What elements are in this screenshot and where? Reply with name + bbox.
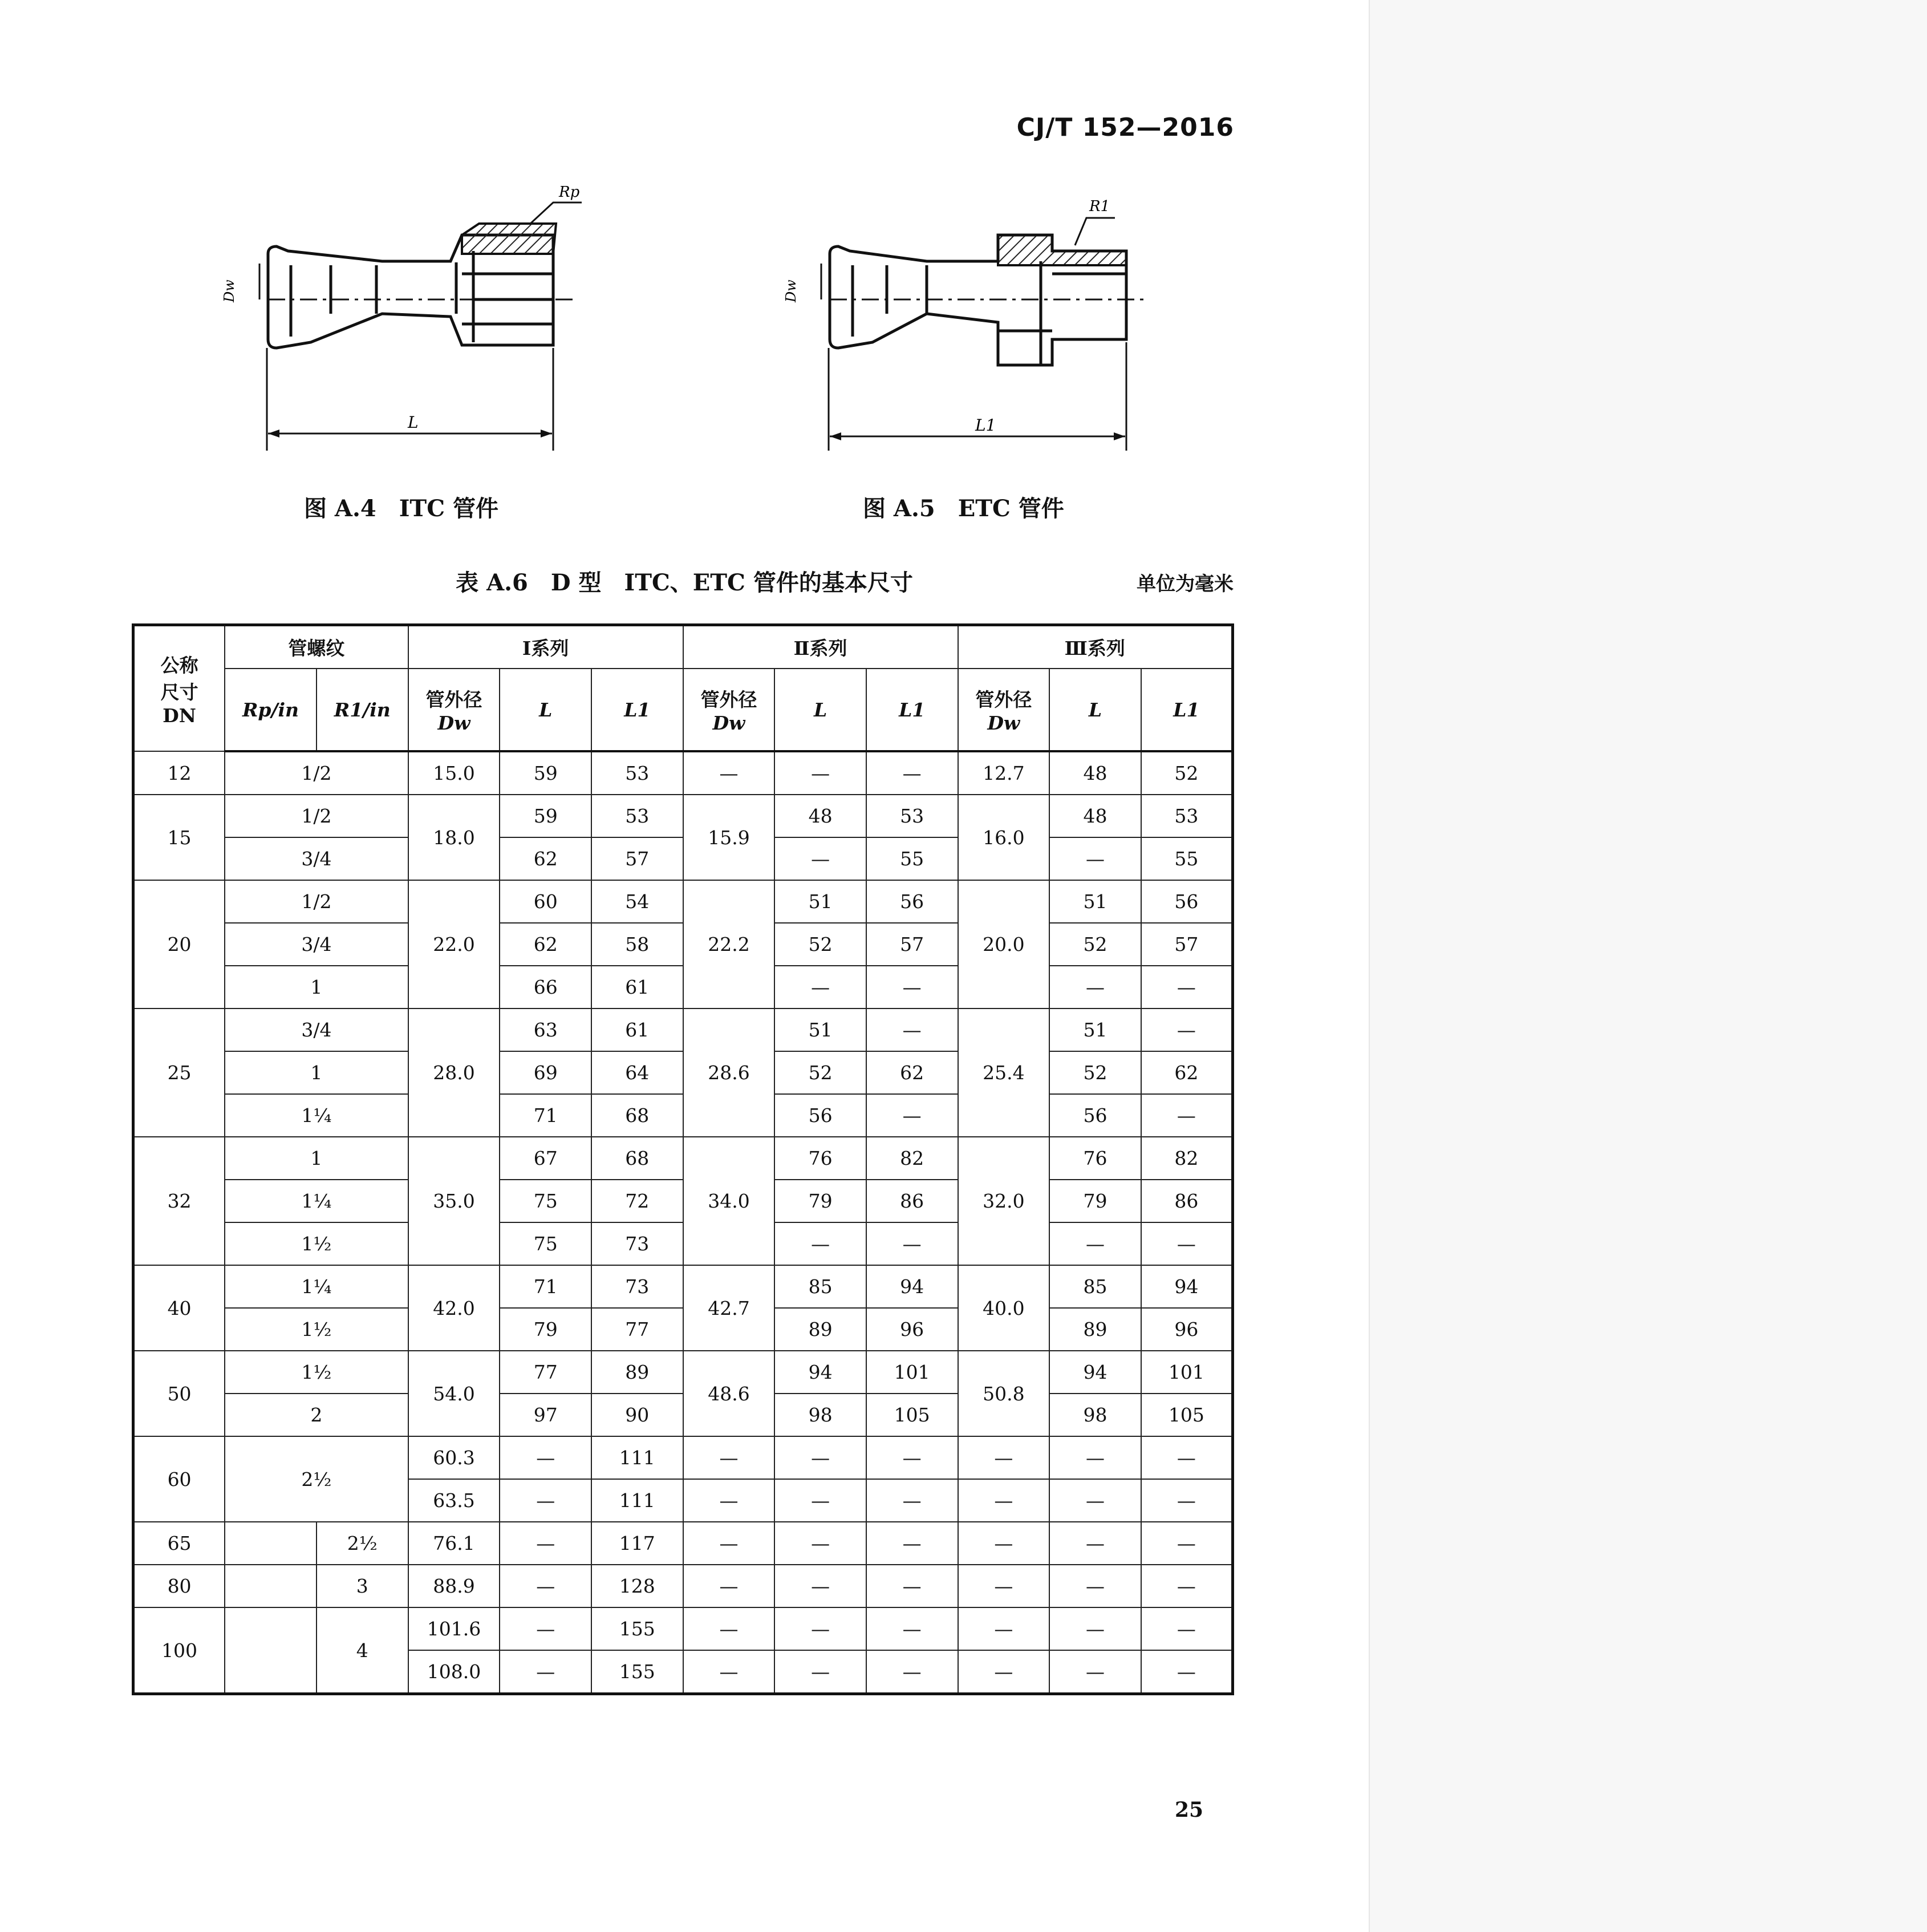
cell-l-s3: — <box>1049 1650 1141 1694</box>
cell-thread: 3/4 <box>225 837 408 880</box>
cell-l-s1: 63 <box>500 1008 591 1051</box>
figure-a5-caption: 图 A.5 ETC 管件 <box>863 495 1064 522</box>
table-row <box>133 751 1233 795</box>
header-l1-s1: L1 <box>591 669 683 751</box>
cell-l-s3: — <box>1049 1222 1141 1265</box>
table-row <box>133 1436 1233 1479</box>
viewer-margin <box>1369 0 1927 1932</box>
cell-l1-s2: — <box>866 1436 958 1479</box>
cell-l-s3: 76 <box>1049 1137 1141 1180</box>
cell-l-s1: — <box>500 1522 591 1565</box>
cell-l1-s1: 72 <box>591 1180 683 1222</box>
cell-r1: 3 <box>317 1565 408 1607</box>
cell-thread: 1 <box>225 1051 408 1094</box>
cell-l1-s1: 128 <box>591 1565 683 1607</box>
table-row <box>133 1222 1233 1265</box>
table-header-row <box>133 625 1233 669</box>
table-row <box>133 1051 1233 1094</box>
cell-l1-s2: — <box>866 751 958 795</box>
cell-thread: 1/2 <box>225 880 408 923</box>
cell-l-s3: 89 <box>1049 1308 1141 1351</box>
cell-l-s2: — <box>774 1607 866 1650</box>
cell-l1-s2: 55 <box>866 837 958 880</box>
cell-thread: 3/4 <box>225 923 408 966</box>
cell-l1-s2: — <box>866 1479 958 1522</box>
cell-l1-s3: 53 <box>1141 795 1233 837</box>
cell-dn: 80 <box>133 1565 225 1607</box>
cell-l1-s3: — <box>1141 1650 1233 1694</box>
cell-l-s3: — <box>1049 1436 1141 1479</box>
header-od-s2-line2: Dw <box>712 712 745 734</box>
cell-dn: 60 <box>133 1436 225 1522</box>
cell-l1-s2: 105 <box>866 1394 958 1436</box>
cell-l-s3: — <box>1049 1479 1141 1522</box>
cell-l1-s1: 73 <box>591 1222 683 1265</box>
header-od-s3-line1: 管外径 <box>975 688 1032 711</box>
cell-l-s3: 51 <box>1049 1008 1141 1051</box>
cell-l-s2: — <box>774 1436 866 1479</box>
cell-l-s2: 89 <box>774 1308 866 1351</box>
cell-l-s2: 85 <box>774 1265 866 1308</box>
cell-l-s3: 48 <box>1049 795 1141 837</box>
header-dn-line1: 公称 <box>160 654 198 677</box>
cell-l1-s1: 68 <box>591 1137 683 1180</box>
cell-thread: 2 <box>225 1394 408 1436</box>
cell-dw-s1: 88.9 <box>408 1565 500 1607</box>
header-thread: 管螺纹 <box>225 625 408 669</box>
table-row <box>133 1308 1233 1351</box>
cell-l1-s1: 90 <box>591 1394 683 1436</box>
cell-l-s3: — <box>1049 966 1141 1008</box>
cell-l-s1: 60 <box>500 880 591 923</box>
cell-l-s1: 75 <box>500 1180 591 1222</box>
table-title: 表 A.6 D 型 ITC、ETC 管件的基本尺寸 <box>456 569 913 596</box>
cell-l1-s3: 82 <box>1141 1137 1233 1180</box>
cell-l-s3: 51 <box>1049 880 1141 923</box>
cell-dn: 40 <box>133 1265 225 1351</box>
figure-a4-caption: 图 A.4 ITC 管件 <box>304 495 498 522</box>
header-od-s2-line1: 管外径 <box>700 688 757 711</box>
cell-l1-s3: 56 <box>1141 880 1233 923</box>
cell-dw-s2: 28.6 <box>683 1008 775 1137</box>
figure-a5-length-label: L1 <box>975 416 996 435</box>
cell-dw-s2: 48.6 <box>683 1351 775 1436</box>
cell-l-s2: 98 <box>774 1394 866 1436</box>
cell-l1-s2: — <box>866 1222 958 1265</box>
cell-l1-s1: 77 <box>591 1308 683 1351</box>
cell-dw-s1: 42.0 <box>408 1265 500 1351</box>
cell-l-s1: 59 <box>500 751 591 795</box>
cell-thread: 1 <box>225 966 408 1008</box>
cell-l1-s2: — <box>866 1094 958 1137</box>
cell-l1-s1: 111 <box>591 1436 683 1479</box>
cell-thread: 1/2 <box>225 795 408 837</box>
cell-l-s1: — <box>500 1650 591 1694</box>
figure-a5-r1-label: R1 <box>1089 198 1110 215</box>
header-l1-s3: L1 <box>1141 669 1233 751</box>
cell-l-s3: 56 <box>1049 1094 1141 1137</box>
header-od-s3-line2: Dw <box>987 712 1020 734</box>
cell-thread: 3/4 <box>225 1008 408 1051</box>
cell-l-s1: 62 <box>500 837 591 880</box>
cell-dw-s3: — <box>958 1479 1050 1522</box>
cell-l-s2: 51 <box>774 880 866 923</box>
cell-dw-s2: — <box>683 1607 775 1650</box>
cell-l-s3: — <box>1049 837 1141 880</box>
cell-l1-s3: 52 <box>1141 751 1233 795</box>
table-row <box>133 1607 1233 1650</box>
table-row <box>133 1137 1233 1180</box>
cell-l1-s2: — <box>866 966 958 1008</box>
table-row <box>133 1351 1233 1394</box>
cell-l1-s1: 53 <box>591 751 683 795</box>
cell-dw-s3: 40.0 <box>958 1265 1050 1351</box>
cell-dw-s3: 20.0 <box>958 880 1050 1008</box>
header-dn-line3: DN <box>163 704 196 727</box>
cell-l1-s1: 111 <box>591 1479 683 1522</box>
cell-l-s3: — <box>1049 1607 1141 1650</box>
header-l-s1: L <box>500 669 591 751</box>
cell-l-s1: — <box>500 1565 591 1607</box>
cell-dw-s2: — <box>683 1436 775 1479</box>
cell-l-s1: 75 <box>500 1222 591 1265</box>
cell-l1-s2: — <box>866 1522 958 1565</box>
cell-l-s1: 77 <box>500 1351 591 1394</box>
cell-dw-s3: — <box>958 1607 1050 1650</box>
cell-thread: 1 <box>225 1137 408 1180</box>
cell-dn: 12 <box>133 751 225 795</box>
cell-l-s3: 79 <box>1049 1180 1141 1222</box>
cell-dn: 50 <box>133 1351 225 1436</box>
cell-dw-s1: 54.0 <box>408 1351 500 1436</box>
cell-l1-s2: 94 <box>866 1265 958 1308</box>
cell-l-s3: 98 <box>1049 1394 1141 1436</box>
cell-dw-s2: — <box>683 1650 775 1694</box>
table-row <box>133 966 1233 1008</box>
header-od-s1-line1: 管外径 <box>425 688 482 711</box>
cell-dw-s3: — <box>958 1565 1050 1607</box>
standard-code: CJ/T 152—2016 <box>1016 113 1234 142</box>
cell-dw-s1: 22.0 <box>408 880 500 1008</box>
figure-a4-drawing <box>211 171 610 456</box>
table-row <box>133 923 1233 966</box>
table-row <box>133 1522 1233 1565</box>
cell-l-s1: — <box>500 1436 591 1479</box>
cell-r1: 4 <box>317 1607 408 1694</box>
cell-l1-s3: — <box>1141 966 1233 1008</box>
cell-l-s3: — <box>1049 1565 1141 1607</box>
cell-l-s1: 71 <box>500 1094 591 1137</box>
header-series3: Ⅲ系列 <box>958 625 1233 669</box>
cell-dn: 100 <box>133 1607 225 1694</box>
table-row <box>133 1394 1233 1436</box>
cell-l-s2: — <box>774 837 866 880</box>
cell-dn: 25 <box>133 1008 225 1137</box>
cell-dn: 15 <box>133 795 225 880</box>
cell-dw-s2: 42.7 <box>683 1265 775 1351</box>
cell-l1-s3: — <box>1141 1008 1233 1051</box>
table-row <box>133 880 1233 923</box>
cell-thread: 2½ <box>225 1436 408 1522</box>
cell-dw-s3: — <box>958 1650 1050 1694</box>
cell-dw-s3: 32.0 <box>958 1137 1050 1265</box>
header-dn <box>133 625 225 752</box>
figure-a5-dw-label: Dw <box>783 280 799 302</box>
cell-l-s1: 67 <box>500 1137 591 1180</box>
cell-l-s3: 85 <box>1049 1265 1141 1308</box>
cell-l1-s1: 53 <box>591 795 683 837</box>
cell-l1-s3: 105 <box>1141 1394 1233 1436</box>
cell-l1-s3: 96 <box>1141 1308 1233 1351</box>
cell-thread: 1¼ <box>225 1180 408 1222</box>
cell-l-s2: — <box>774 1522 866 1565</box>
cell-l1-s2: 96 <box>866 1308 958 1351</box>
cell-rp <box>225 1607 317 1694</box>
table-row <box>133 1565 1233 1607</box>
header-l-s3: L <box>1049 669 1141 751</box>
header-dn-line2: 尺寸 <box>160 681 198 703</box>
cell-l-s2: — <box>774 966 866 1008</box>
cell-l-s1: — <box>500 1607 591 1650</box>
cell-l1-s3: 62 <box>1141 1051 1233 1094</box>
cell-l1-s1: 68 <box>591 1094 683 1137</box>
cell-l-s2: — <box>774 1479 866 1522</box>
cell-l-s2: — <box>774 1650 866 1694</box>
header-r1: R1/in <box>317 669 408 751</box>
cell-dw-s2: 34.0 <box>683 1137 775 1265</box>
table-row <box>133 1008 1233 1051</box>
cell-l1-s1: 54 <box>591 880 683 923</box>
cell-l1-s2: 101 <box>866 1351 958 1394</box>
cell-l-s2: 56 <box>774 1094 866 1137</box>
cell-dw-s2: 15.9 <box>683 795 775 880</box>
cell-thread: 1/2 <box>225 751 408 795</box>
cell-l1-s2: — <box>866 1565 958 1607</box>
figure-a4-dw-label: Dw <box>221 280 237 302</box>
cell-l-s3: — <box>1049 1522 1141 1565</box>
cell-l-s1: 66 <box>500 966 591 1008</box>
cell-dw-s1: 63.5 <box>408 1479 500 1522</box>
table-row <box>133 1180 1233 1222</box>
figure-a5-drawing <box>773 171 1172 456</box>
cell-l1-s2: 86 <box>866 1180 958 1222</box>
cell-rp <box>225 1522 317 1565</box>
cell-dn: 20 <box>133 880 225 1008</box>
page-number: 25 <box>1175 1798 1204 1822</box>
cell-dn: 65 <box>133 1522 225 1565</box>
unit-note: 单位为毫米 <box>1137 573 1234 596</box>
cell-dw-s2: — <box>683 1522 775 1565</box>
cell-l-s2: 94 <box>774 1351 866 1394</box>
cell-thread: 1¼ <box>225 1265 408 1308</box>
cell-dw-s1: 101.6 <box>408 1607 500 1650</box>
header-series2: Ⅱ系列 <box>683 625 958 669</box>
cell-l1-s1: 155 <box>591 1607 683 1650</box>
dimensions-table <box>132 623 1234 1695</box>
figure-a4-length-label: L <box>408 413 419 432</box>
table-row <box>133 1094 1233 1137</box>
cell-dw-s1: 28.0 <box>408 1008 500 1137</box>
cell-dw-s3: 16.0 <box>958 795 1050 880</box>
cell-l-s1: 59 <box>500 795 591 837</box>
cell-l-s1: — <box>500 1479 591 1522</box>
cell-l-s1: 97 <box>500 1394 591 1436</box>
header-l1-s2: L1 <box>866 669 958 751</box>
cell-l1-s1: 57 <box>591 837 683 880</box>
cell-rp <box>225 1565 317 1607</box>
cell-thread: 1¼ <box>225 1094 408 1137</box>
cell-dw-s3: 12.7 <box>958 751 1050 795</box>
cell-l1-s3: — <box>1141 1436 1233 1479</box>
cell-l1-s1: 89 <box>591 1351 683 1394</box>
cell-l-s2: — <box>774 1222 866 1265</box>
cell-l-s3: 48 <box>1049 751 1141 795</box>
cell-l1-s1: 117 <box>591 1522 683 1565</box>
header-od-s1 <box>408 669 500 751</box>
cell-l-s1: 69 <box>500 1051 591 1094</box>
cell-l-s2: 76 <box>774 1137 866 1180</box>
cell-dw-s2: — <box>683 1479 775 1522</box>
cell-l-s3: 52 <box>1049 1051 1141 1094</box>
cell-dw-s1: 108.0 <box>408 1650 500 1694</box>
table-row <box>133 837 1233 880</box>
cell-l1-s1: 61 <box>591 966 683 1008</box>
cell-l-s2: 52 <box>774 1051 866 1094</box>
cell-dw-s1: 76.1 <box>408 1522 500 1565</box>
cell-l1-s2: — <box>866 1607 958 1650</box>
cell-thread: 1½ <box>225 1351 408 1394</box>
cell-l1-s1: 73 <box>591 1265 683 1308</box>
cell-dw-s3: — <box>958 1522 1050 1565</box>
cell-l1-s1: 61 <box>591 1008 683 1051</box>
cell-l1-s3: 101 <box>1141 1351 1233 1394</box>
cell-l-s2: 51 <box>774 1008 866 1051</box>
cell-l-s2: — <box>774 1565 866 1607</box>
cell-thread: 1½ <box>225 1308 408 1351</box>
cell-l1-s3: — <box>1141 1479 1233 1522</box>
cell-dw-s3: — <box>958 1436 1050 1479</box>
cell-l1-s3: — <box>1141 1094 1233 1137</box>
cell-l-s2: — <box>774 751 866 795</box>
cell-dn: 32 <box>133 1137 225 1265</box>
cell-l-s1: 71 <box>500 1265 591 1308</box>
header-l-s2: L <box>774 669 866 751</box>
cell-l1-s2: 53 <box>866 795 958 837</box>
cell-l1-s3: 86 <box>1141 1180 1233 1222</box>
cell-l1-s2: — <box>866 1650 958 1694</box>
cell-dw-s2: 22.2 <box>683 880 775 1008</box>
cell-l1-s1: 64 <box>591 1051 683 1094</box>
cell-dw-s1: 60.3 <box>408 1436 500 1479</box>
cell-l-s1: 62 <box>500 923 591 966</box>
cell-l1-s3: 94 <box>1141 1265 1233 1308</box>
cell-l1-s3: 57 <box>1141 923 1233 966</box>
cell-dw-s2: — <box>683 751 775 795</box>
header-od-s1-line2: Dw <box>437 712 470 734</box>
header-od-s3 <box>958 669 1050 751</box>
cell-dw-s1: 18.0 <box>408 795 500 880</box>
cell-dw-s1: 15.0 <box>408 751 500 795</box>
cell-l1-s2: 57 <box>866 923 958 966</box>
cell-l1-s2: 56 <box>866 880 958 923</box>
cell-thread: 1½ <box>225 1222 408 1265</box>
cell-l1-s3: — <box>1141 1607 1233 1650</box>
cell-l1-s3: 55 <box>1141 837 1233 880</box>
cell-l-s3: 52 <box>1049 923 1141 966</box>
cell-r1: 2½ <box>317 1522 408 1565</box>
cell-l-s2: 52 <box>774 923 866 966</box>
cell-l-s1: 79 <box>500 1308 591 1351</box>
cell-l-s2: 48 <box>774 795 866 837</box>
figure-a4-rp-label: Rp <box>559 184 580 201</box>
cell-l1-s3: — <box>1141 1222 1233 1265</box>
cell-l1-s3: — <box>1141 1522 1233 1565</box>
cell-l1-s1: 58 <box>591 923 683 966</box>
cell-dw-s3: 50.8 <box>958 1351 1050 1436</box>
cell-l1-s2: 82 <box>866 1137 958 1180</box>
header-rp: Rp/in <box>225 669 317 751</box>
table-row <box>133 795 1233 837</box>
cell-l1-s2: 62 <box>866 1051 958 1094</box>
table-row <box>133 1265 1233 1308</box>
cell-dw-s2: — <box>683 1565 775 1607</box>
cell-l1-s1: 155 <box>591 1650 683 1694</box>
header-od-s2 <box>683 669 775 751</box>
cell-l-s3: 94 <box>1049 1351 1141 1394</box>
cell-l1-s3: — <box>1141 1565 1233 1607</box>
cell-dw-s1: 35.0 <box>408 1137 500 1265</box>
cell-l1-s2: — <box>866 1008 958 1051</box>
header-series1: Ⅰ系列 <box>408 625 683 669</box>
cell-l-s2: 79 <box>774 1180 866 1222</box>
table-subheader-row <box>133 669 1233 751</box>
cell-dw-s3: 25.4 <box>958 1008 1050 1137</box>
